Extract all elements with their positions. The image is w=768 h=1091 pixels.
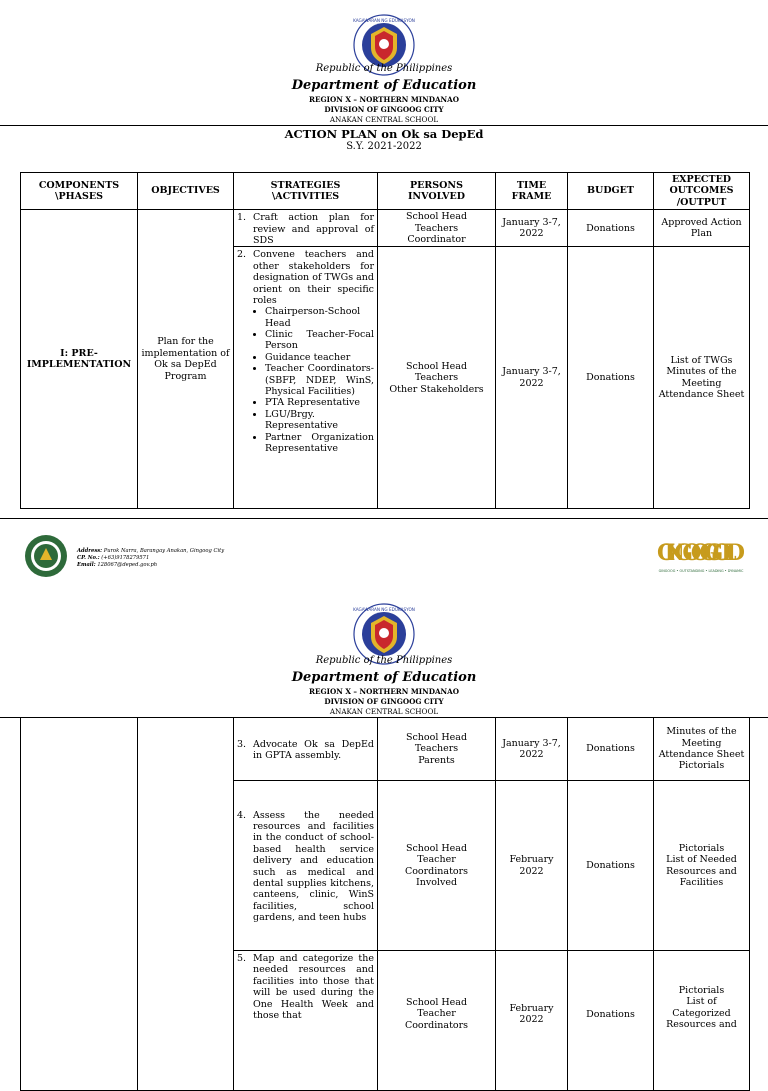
department-heading: Department of Education xyxy=(291,78,477,93)
document-page-1 xyxy=(0,0,768,520)
region-heading: REGION X – NORTHERN MINDANAO xyxy=(309,95,459,104)
activity-cell xyxy=(234,210,378,247)
person-line: Coordinators xyxy=(404,865,469,877)
list-item: • Clinic Teacher-Focal Person xyxy=(265,329,374,352)
outcome-line: Pictorials xyxy=(678,842,725,854)
phase-cell-empty xyxy=(21,718,138,1091)
outcome-line: Pictorials xyxy=(678,760,725,772)
outcome-line: Pictorials xyxy=(678,985,725,996)
person-line: Other Stakeholders xyxy=(389,383,484,395)
activity-number: 5. xyxy=(237,953,247,964)
person-line: Teachers xyxy=(414,372,459,384)
time-cell: February 2022 xyxy=(496,951,568,1091)
activity-text: Craft action plan for review and approval of SDS xyxy=(253,212,374,246)
budget-cell: Donations xyxy=(568,247,654,509)
document-title: ACTION PLAN on Ok sa DepEd xyxy=(284,127,484,141)
budget-cell: Donations xyxy=(568,781,654,951)
address-label: Address: xyxy=(77,548,103,554)
list-item: • PTA Representative xyxy=(265,397,374,408)
header-budget: BUDGET xyxy=(568,173,654,210)
outcome-cell xyxy=(654,781,750,951)
designation-list xyxy=(249,306,374,454)
activity-cell xyxy=(234,247,378,509)
address-value: Purok Narra, Barangay Anakan, Gingoog City xyxy=(103,548,225,554)
outcome-line: Categorized xyxy=(672,1007,731,1019)
action-plan-table-continued xyxy=(20,717,750,1091)
persons-cell xyxy=(378,781,496,951)
list-item: • Guidance teacher xyxy=(265,352,374,363)
seal-text: KAGAWARAN NG EDUKASYON xyxy=(353,18,415,23)
outcome-cell xyxy=(654,247,750,509)
time-cell: January 3-7, 2022 xyxy=(496,718,568,781)
person-line: Coordinator xyxy=(407,233,466,245)
persons-cell xyxy=(378,718,496,781)
person-line: Teachers xyxy=(414,222,459,234)
time-cell: February 2022 xyxy=(496,781,568,951)
activity-cell xyxy=(234,718,378,781)
document-page-2 xyxy=(0,585,768,1031)
department-heading: Department of Education xyxy=(291,670,477,685)
republic-heading: Republic of the Philippines xyxy=(315,63,453,74)
header-objectives: OBJECTIVES xyxy=(138,173,234,210)
header-strategies: STRATEGIES \ACTIVITIES xyxy=(234,173,378,210)
division-heading: DIVISION OF GINGOOG CITY xyxy=(324,697,444,706)
email-label: Email: xyxy=(77,561,96,568)
outcome-line: Minutes of the Meeting xyxy=(666,366,737,389)
outcome-line: Minutes of the Meeting xyxy=(666,726,737,749)
person-line: School Head xyxy=(405,997,468,1008)
school-contact-block xyxy=(77,548,224,568)
gold-tagline: GINGOOG • OUTSTANDING • LEADING • DYNAMIC xyxy=(658,569,744,573)
region-heading: REGION X – NORTHERN MINDANAO xyxy=(309,687,459,696)
outcome-cell xyxy=(654,718,750,781)
gingoog-gold-logo-icon xyxy=(655,530,747,576)
list-item: • Teacher Coordinators-(SBFP, NDEP, WinS, Physical Facilities) xyxy=(265,363,374,397)
persons-cell xyxy=(378,210,496,247)
cp-label: CP. No.: xyxy=(77,554,100,561)
activity-cell xyxy=(234,951,378,1091)
activity-text: Map and categorize the needed resources and facilities into those that will be used during the One Health Week and those that xyxy=(253,953,374,1021)
header-outcomes: EXPECTED OUTCOMES /OUTPUT xyxy=(654,173,750,210)
activity-text: Advocate Ok sa DepEd in GPTA assembly. xyxy=(253,738,374,761)
division-heading: DIVISION OF GINGOOG CITY xyxy=(324,105,444,114)
person-line: Involved xyxy=(415,876,458,888)
phase-cell: I: PRE-IMPLEMENTATION xyxy=(21,210,138,509)
activity-number: 2. xyxy=(237,249,247,261)
header-time-frame: TIME FRAME xyxy=(496,173,568,210)
outcome-line: List of Needed xyxy=(666,854,737,866)
school-year: S.Y. 2021-2022 xyxy=(346,141,422,152)
time-cell: January 3-7, 2022 xyxy=(496,247,568,509)
person-line: School Head xyxy=(405,211,468,223)
person-line: School Head xyxy=(405,842,468,854)
gold-logo-text: GINGOOG GOLD xyxy=(657,540,745,566)
time-cell: January 3-7, 2022 xyxy=(496,210,568,247)
email-value: 128067@deped.gov.ph xyxy=(97,561,158,568)
action-plan-table xyxy=(20,172,750,509)
list-item: • Partner Organization Representative xyxy=(265,432,374,455)
school-heading: ANAKAN CENTRAL SCHOOL xyxy=(329,115,439,124)
header-divider xyxy=(0,125,768,126)
activity-number: 1. xyxy=(237,212,247,224)
outcome-line: Resources and xyxy=(666,865,737,877)
activity-number: 4. xyxy=(237,809,247,821)
person-line: School Head xyxy=(405,360,468,372)
budget-cell: Donations xyxy=(568,718,654,781)
list-item: • LGU/Brgy. Representative xyxy=(265,409,374,432)
header-persons: PERSONS INVOLVED xyxy=(378,173,496,210)
outcome-line: Attendance Sheet xyxy=(658,749,745,760)
person-line: Teachers xyxy=(414,743,459,755)
objective-cell-empty xyxy=(138,718,234,1091)
outcome-cell xyxy=(654,951,750,1091)
footer-divider xyxy=(0,518,768,519)
outcome-line: List of TWGs xyxy=(670,355,733,367)
list-item: • Chairperson-School Head xyxy=(265,306,374,329)
person-line: Teacher xyxy=(417,854,456,866)
person-line: Parents xyxy=(418,754,455,766)
objective-cell: Plan for the implementation of Ok sa DepEd Program xyxy=(138,210,234,509)
seal-text: KAGAWARAN NG EDUKASYON xyxy=(353,607,415,612)
school-heading: ANAKAN CENTRAL SCHOOL xyxy=(329,707,439,716)
republic-heading: Republic of the Philippines xyxy=(315,655,453,666)
table-row xyxy=(21,210,750,247)
budget-cell: Donations xyxy=(568,210,654,247)
person-line: Coordinators xyxy=(404,1019,469,1031)
outcome-line: List of xyxy=(686,996,717,1008)
outcome-line: Attendance Sheet xyxy=(658,389,745,401)
outcome-line: Facilities xyxy=(679,876,724,888)
persons-cell xyxy=(378,247,496,509)
activity-text: Assess the needed resources and facilities in the conduct of school-based health service delivery and education such as medical and dental supplies kitchens, canteens, clinic, WinS facilities, school gardens, and teen hubs xyxy=(253,809,374,924)
person-line: Teacher xyxy=(417,1008,456,1020)
activity-cell xyxy=(234,781,378,951)
school-logo-icon xyxy=(20,534,72,578)
activity-text: Convene teachers and other stakeholders for designation of TWGs and orient on their specific roles xyxy=(253,249,374,306)
outcome-line: Resources and xyxy=(666,1019,737,1031)
outcome-cell: Approved Action Plan xyxy=(654,210,750,247)
cp-value: (+63)9178279571 xyxy=(101,554,150,561)
person-line: School Head xyxy=(405,731,468,743)
activity-number: 3. xyxy=(237,738,247,750)
header-components: COMPONENTS \PHASES xyxy=(21,173,138,210)
budget-cell: Donations xyxy=(568,951,654,1091)
table-row xyxy=(21,718,750,781)
persons-cell xyxy=(378,951,496,1091)
table-header-row xyxy=(21,173,750,210)
